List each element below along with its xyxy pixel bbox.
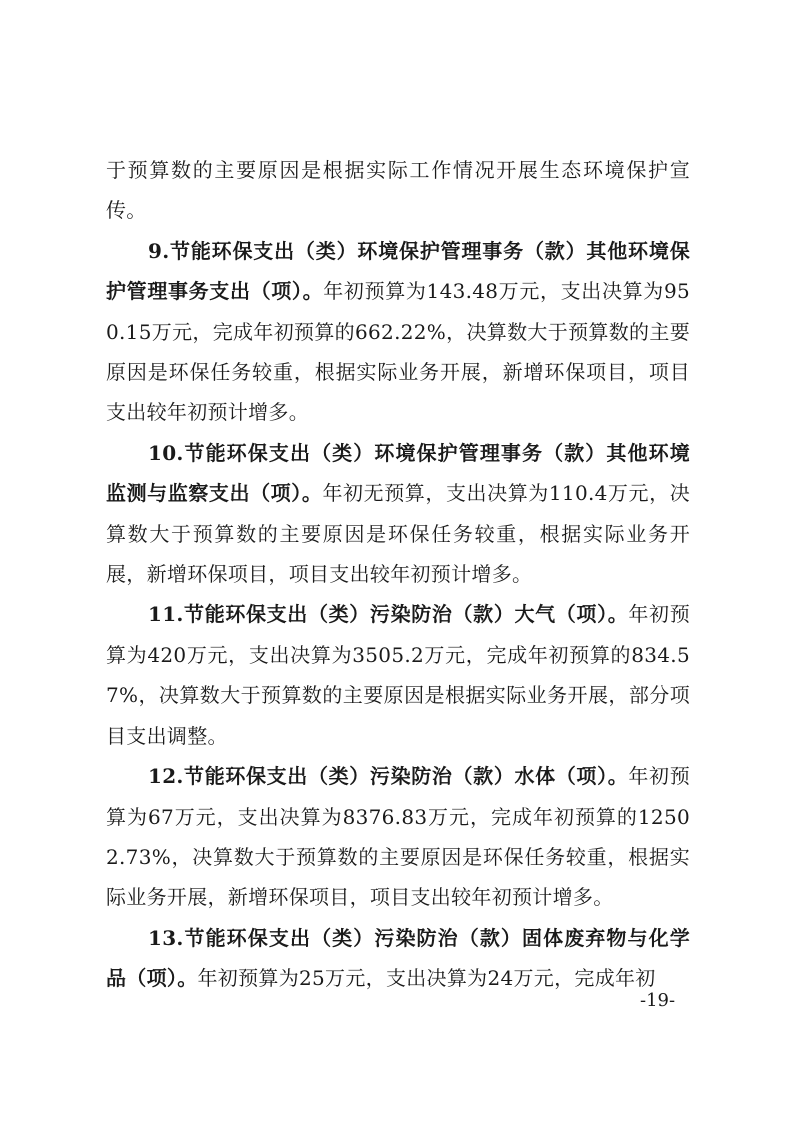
paragraph-text: 于预算数的主要原因是根据实际工作情况开展生态环境保护宣传。 [106,158,690,223]
paragraph-text: 年初预算为143.48万元，支出决算为950.15万元，完成年初预算的662.22%，决算数大于预算数的主要原因是环保任务较重，根据实际业务开展，新增环保项目，项目支出较年初预计增多。 [106,279,690,425]
paragraph-item-10 [106,433,690,595]
paragraph-heading: 11.节能环保支出（类）污染防治（款）大气（项）。 [148,602,629,627]
page-number: -19- [640,990,676,1011]
paragraph-item-13 [106,918,690,999]
paragraph-item-11 [106,594,690,756]
paragraph-heading: 9.节能环保支出（类）环境保护管理事务（款）其他环境保护管理事务支出（项）。 [106,238,690,304]
paragraph-heading: 10.节能环保支出（类）环境保护管理事务（款）其他环境监测与监察支出（项）。 [106,440,690,506]
paragraph-text: 年初预算为420万元，支出决算为3505.2万元，完成年初预算的834.57%，决算数大于预算数的主要原因是根据实际业务开展，部分项目支出调整。 [106,602,690,748]
paragraph-item-9 [106,231,690,433]
paragraph-heading: 13.节能环保支出（类）污染防治（款）固体废弃物与化学品（项）。 [106,925,690,991]
paragraph-text: 年初预算为25万元，支出决算为24万元，完成年初 [197,966,656,991]
paragraph-heading: 12.节能环保支出（类）污染防治（款）水体（项）。 [148,764,629,789]
paragraph-item-12 [106,756,690,918]
paragraph-text: 年初无预算，支出决算为110.4万元，决算数大于预算数的主要原因是环保任务较重，根据实际业务开展，新增环保项目，项目支出较年初预计增多。 [106,481,690,587]
paragraph-text: 年初预算为67万元，支出决算为8376.83万元，完成年初预算的12502.73%，决算数大于预算数的主要原因是环保任务较重，根据实际业务开展，新增环保项目，项目支出较年初预计增多。 [106,764,690,910]
paragraph-continuation [106,150,690,231]
document-body [106,150,690,999]
